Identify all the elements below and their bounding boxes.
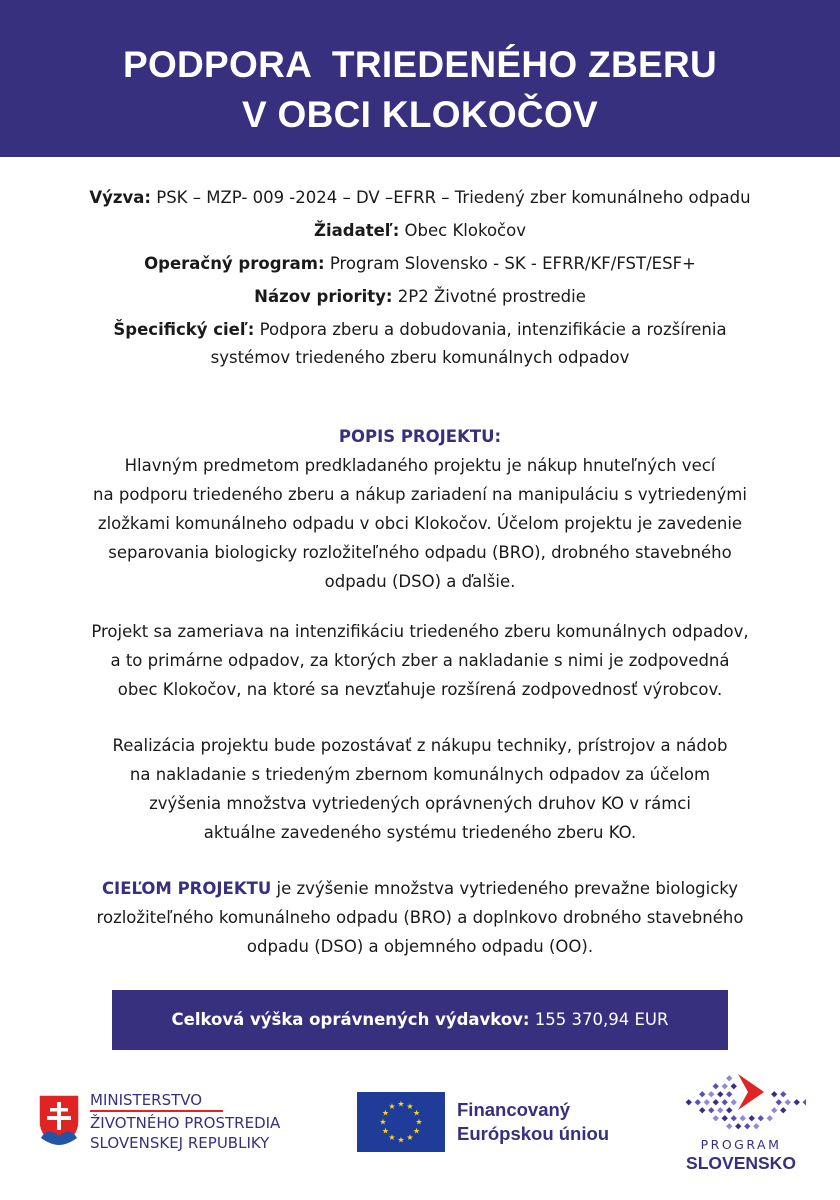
ziadatel-label: Žiadateľ: — [314, 221, 400, 240]
eu-line1: Financovaný — [457, 1099, 571, 1120]
total-expenses-box — [112, 990, 728, 1050]
popis-p1-line: zložkami komunálneho odpadu v obci Klokočov. Účelom projektu je zavedenie — [97, 514, 743, 533]
project-meta — [0, 186, 840, 379]
popis-paragraph-3 — [0, 734, 840, 850]
popis-p3-line: aktuálne zavedeného systému triedeného zberu KO. — [203, 823, 637, 842]
popis-p2-line: obec Klokočov, na ktoré sa nevzťahuje rozšírená zodpovednosť výrobcov. — [117, 680, 723, 699]
ciel-value-line2: systémov triedeného zberu komunálnych odpadov — [210, 348, 630, 367]
svg-text:★: ★ — [388, 1133, 396, 1143]
page-title-line1: PODPORA TRIEDENÉHO ZBERU — [122, 44, 718, 85]
total-value: 155 370,94 EUR — [529, 1010, 669, 1029]
popis-p3-line: zvýšenia množstva vytriedených oprávnených druhov KO v rámci — [149, 794, 691, 813]
popis-p1-line: odpadu (DSO) a ďalšie. — [324, 572, 516, 591]
popis-heading: POPIS PROJEKTU: — [338, 427, 502, 446]
svg-text:★: ★ — [406, 1101, 414, 1111]
eu-line2: Európskou úniou — [457, 1123, 610, 1144]
ciel-line3: odpadu (DSO) a objemného odpadu (OO). — [246, 937, 594, 956]
ministry-line3: SLOVENSKEJ REPUBLIKY — [90, 1134, 270, 1152]
meta-vyzva — [0, 186, 840, 219]
priorita-label: Názov priority: — [254, 287, 393, 306]
eu-flag-icon — [357, 1092, 445, 1152]
ciel-line2: rozložiteľného komunálneho odpadu (BRO) a doplnkovo drobného stavebného — [96, 908, 744, 927]
popis-p3-line: Realizácia projektu bude pozostávať z nákupu techniky, prístrojov a nádob — [112, 736, 728, 755]
program-label: Operačný program: — [144, 254, 325, 273]
eu-text — [457, 1098, 609, 1146]
ministry-divider — [90, 1110, 223, 1112]
meta-priorita — [0, 285, 840, 318]
popis-p2-line: a to primárne odpadov, za ktorých zber a nakladanie s nimi je zodpovedná — [110, 651, 730, 670]
popis-p2-line: Projekt sa zameriava na intenzifikáciu triedeného zberu komunálnych odpadov, — [91, 622, 749, 641]
program-slovensko-logo — [676, 1070, 806, 1180]
meta-ziadatel — [0, 219, 840, 252]
ciel-line1-rest: je zvýšenie množstva vytriedeného prevažne biologicky — [271, 879, 739, 898]
meta-ciel — [0, 318, 840, 346]
ministry-logo — [38, 1090, 328, 1160]
svg-text:★: ★ — [381, 1126, 389, 1136]
popis-p1-line: Hlavným predmetom predkladaného projektu je nákup hnuteľných vecí — [124, 456, 716, 475]
program-value: Program Slovensko - SK - EFRR/KF/FST/ESF+ — [324, 254, 696, 273]
ciel-line1 — [0, 877, 840, 906]
svg-text:★: ★ — [406, 1133, 414, 1143]
popis-section — [0, 425, 840, 599]
svg-text:★: ★ — [379, 1117, 387, 1127]
total-label: Celková výška oprávnených výdavkov: — [171, 1010, 530, 1029]
priorita-value: 2P2 Životné prostredie — [392, 287, 586, 306]
ministry-line1: MINISTERSTVO — [90, 1091, 203, 1109]
svg-text:★: ★ — [397, 1099, 405, 1109]
eu-logo — [357, 1092, 627, 1152]
header-banner — [0, 0, 840, 157]
ministry-name — [90, 1090, 280, 1153]
meta-program — [0, 252, 840, 285]
popis-p1-line: na podporu triedeného zberu a nákup zariadení na manipuláciu s vytriedenými — [93, 485, 747, 504]
popis-paragraph-2 — [0, 620, 840, 707]
ciel-section — [0, 877, 840, 964]
program-label: PROGRAM — [700, 1137, 782, 1152]
ciel-value-line1: Podpora zberu a dobudovania, intenzifikácie a rozšírenia — [254, 320, 727, 339]
svg-text:★: ★ — [413, 1126, 421, 1136]
ziadatel-value: Obec Klokočov — [399, 221, 526, 240]
popis-p3-line: na nakladanie s triedeným zbernom komunálnych odpadov za účelom — [129, 765, 711, 784]
vyzva-value: PSK – MZP- 009 -2024 – DV –EFRR – Triedený zber komunálneho odpadu — [151, 188, 751, 207]
page-title-line2: V OBCI KLOKOČOV — [241, 94, 599, 135]
ciel-heading: CIEĽOM PROJEKTU — [101, 879, 272, 898]
slovak-coat-of-arms-icon — [38, 1094, 80, 1146]
svg-text:★: ★ — [388, 1101, 396, 1111]
svg-text:★: ★ — [397, 1135, 405, 1145]
program-slovensko-mark-icon — [676, 1070, 806, 1132]
ministry-line2: ŽIVOTNÉHO PROSTREDIA — [90, 1114, 281, 1132]
vyzva-label: Výzva: — [89, 188, 152, 207]
svg-text:★: ★ — [413, 1108, 421, 1118]
popis-p1-line: separovania biologicky rozložiteľného odpadu (BRO), drobného stavebného — [108, 543, 732, 562]
svg-text:★: ★ — [415, 1117, 423, 1127]
ciel-label: Špecifický cieľ: — [113, 320, 255, 339]
meta-ciel-cont — [0, 346, 840, 379]
svg-text:★: ★ — [381, 1108, 389, 1118]
slovensko-label: SLOVENSKO — [686, 1153, 796, 1173]
